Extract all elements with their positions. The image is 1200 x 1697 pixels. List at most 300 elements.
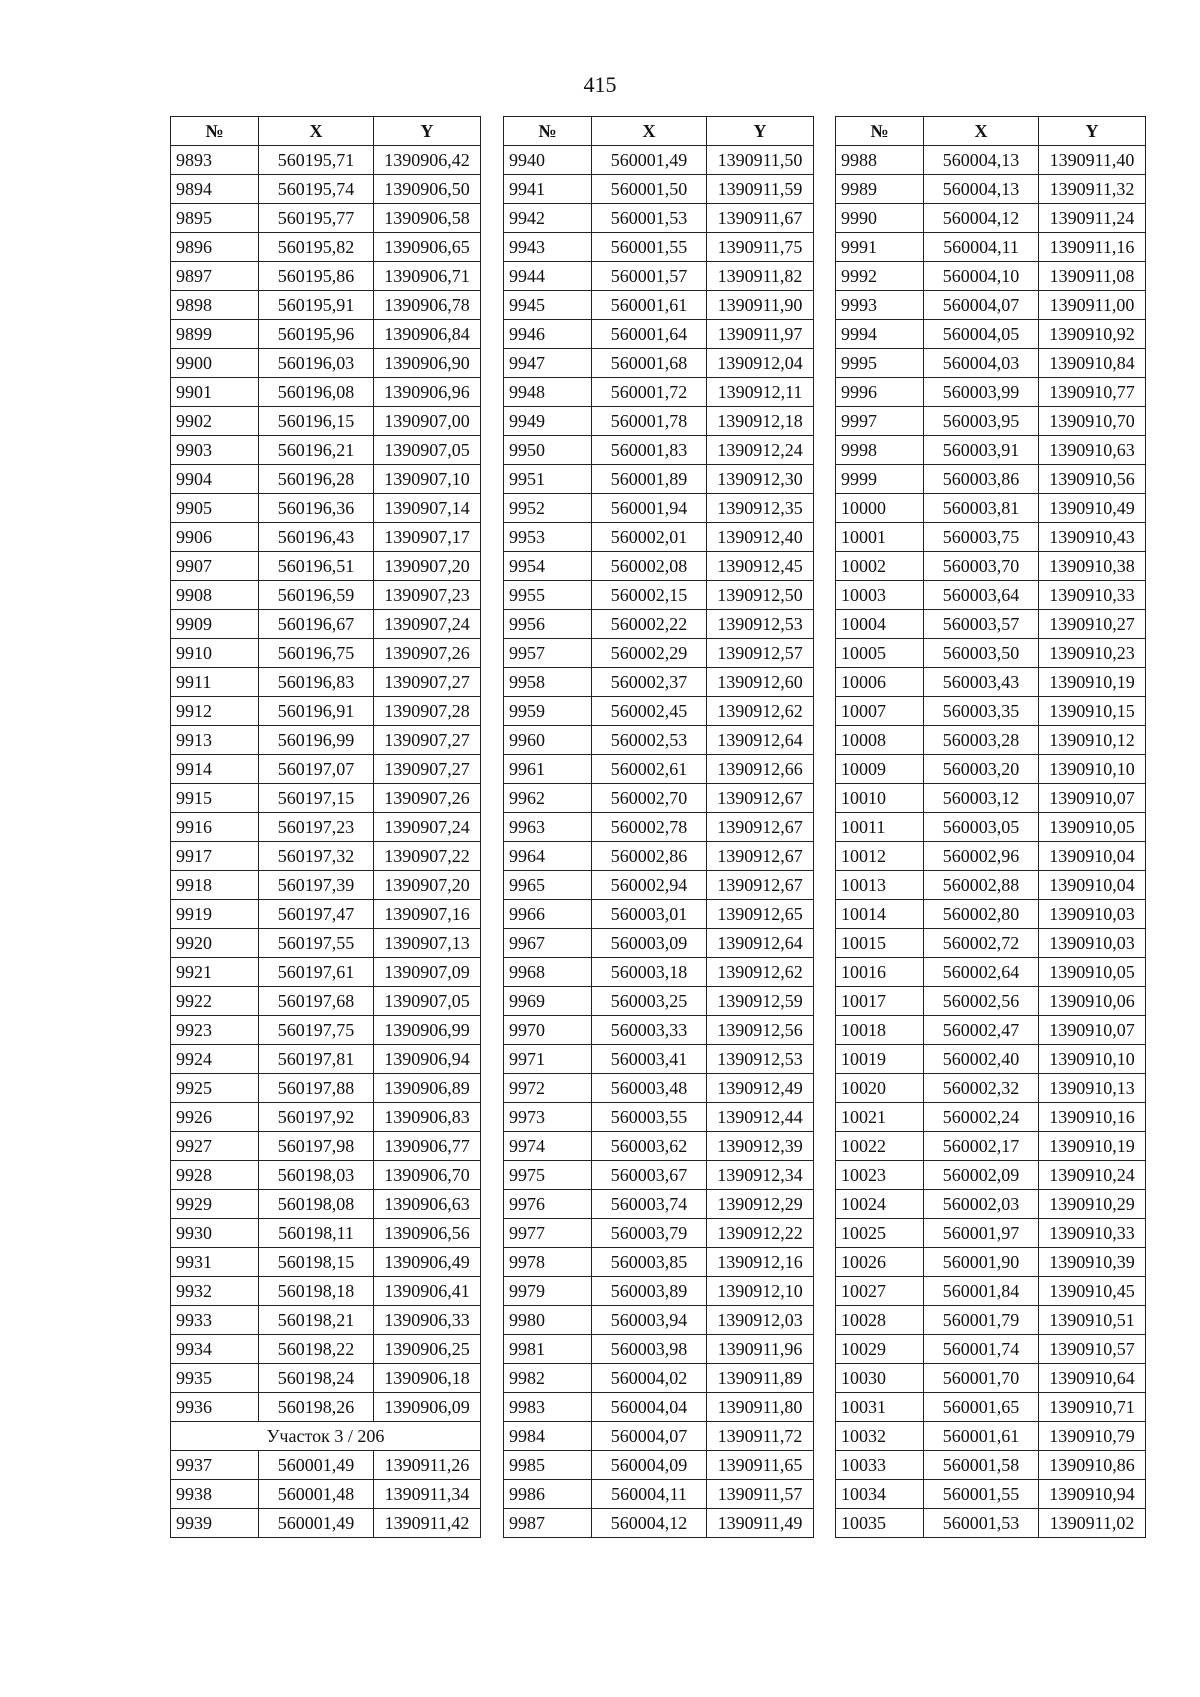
y-coordinate-cell: 1390910,84	[1039, 349, 1146, 378]
x-coordinate-cell: 560002,61	[592, 755, 707, 784]
table-row	[836, 1074, 1146, 1103]
point-number-cell: 9923	[171, 1016, 259, 1045]
point-number-cell: 9945	[504, 291, 592, 320]
y-coordinate-cell: 1390910,38	[1039, 552, 1146, 581]
y-coordinate-cell: 1390911,08	[1039, 262, 1146, 291]
x-coordinate-cell: 560195,82	[259, 233, 374, 262]
table-row	[836, 1248, 1146, 1277]
table-row	[171, 1451, 481, 1480]
y-coordinate-cell: 1390906,18	[374, 1364, 481, 1393]
coordinates-table-1	[170, 116, 481, 1538]
table-row	[504, 639, 814, 668]
point-number-cell: 10002	[836, 552, 924, 581]
y-coordinate-cell: 1390912,04	[707, 349, 814, 378]
y-coordinate-cell: 1390906,89	[374, 1074, 481, 1103]
y-coordinate-cell: 1390910,19	[1039, 1132, 1146, 1161]
point-number-cell: 9968	[504, 958, 592, 987]
x-coordinate-cell: 560001,61	[924, 1422, 1039, 1451]
point-number-cell: 9946	[504, 320, 592, 349]
table-row	[836, 233, 1146, 262]
x-coordinate-cell: 560001,53	[592, 204, 707, 233]
point-number-cell: 10026	[836, 1248, 924, 1277]
y-coordinate-cell: 1390912,49	[707, 1074, 814, 1103]
x-coordinate-cell: 560002,96	[924, 842, 1039, 871]
point-number-cell: 9954	[504, 552, 592, 581]
point-number-cell: 9960	[504, 726, 592, 755]
point-number-cell: 10017	[836, 987, 924, 1016]
y-coordinate-cell: 1390907,28	[374, 697, 481, 726]
table-row	[504, 407, 814, 436]
point-number-cell: 9998	[836, 436, 924, 465]
x-coordinate-cell: 560002,01	[592, 523, 707, 552]
table-row	[504, 1480, 814, 1509]
coordinates-table-2	[503, 116, 814, 1538]
point-number-cell: 10027	[836, 1277, 924, 1306]
point-number-cell: 9988	[836, 146, 924, 175]
table-row	[504, 1248, 814, 1277]
point-number-cell: 9904	[171, 465, 259, 494]
y-coordinate-cell: 1390912,62	[707, 958, 814, 987]
x-coordinate-cell: 560195,96	[259, 320, 374, 349]
y-coordinate-cell: 1390912,22	[707, 1219, 814, 1248]
table-row	[504, 523, 814, 552]
point-number-cell: 9900	[171, 349, 259, 378]
y-coordinate-cell: 1390912,59	[707, 987, 814, 1016]
point-number-cell: 9897	[171, 262, 259, 291]
y-coordinate-cell: 1390910,63	[1039, 436, 1146, 465]
x-coordinate-cell: 560195,86	[259, 262, 374, 291]
table-row	[504, 1306, 814, 1335]
point-number-cell: 9952	[504, 494, 592, 523]
y-coordinate-cell: 1390911,34	[374, 1480, 481, 1509]
y-coordinate-cell: 1390906,58	[374, 204, 481, 233]
point-number-cell: 9901	[171, 378, 259, 407]
y-coordinate-cell: 1390911,59	[707, 175, 814, 204]
x-coordinate-cell: 560002,56	[924, 987, 1039, 1016]
x-coordinate-cell: 560003,74	[592, 1190, 707, 1219]
point-number-cell: 10023	[836, 1161, 924, 1190]
y-coordinate-cell: 1390906,99	[374, 1016, 481, 1045]
table-row	[171, 320, 481, 349]
y-coordinate-cell: 1390910,43	[1039, 523, 1146, 552]
table-row	[836, 1306, 1146, 1335]
x-coordinate-cell: 560001,74	[924, 1335, 1039, 1364]
point-number-cell: 9997	[836, 407, 924, 436]
x-coordinate-cell: 560003,35	[924, 697, 1039, 726]
table-row	[171, 1045, 481, 1074]
point-number-cell: 9919	[171, 900, 259, 929]
table-row	[836, 204, 1146, 233]
x-coordinate-cell: 560003,12	[924, 784, 1039, 813]
y-coordinate-cell: 1390910,13	[1039, 1074, 1146, 1103]
y-coordinate-cell: 1390912,18	[707, 407, 814, 436]
table-row	[504, 1045, 814, 1074]
point-number-cell: 10022	[836, 1132, 924, 1161]
point-number-cell: 9994	[836, 320, 924, 349]
point-number-cell: 9949	[504, 407, 592, 436]
y-coordinate-cell: 1390910,07	[1039, 784, 1146, 813]
y-coordinate-cell: 1390906,56	[374, 1219, 481, 1248]
y-coordinate-cell: 1390912,53	[707, 610, 814, 639]
table-row	[504, 378, 814, 407]
table-row	[171, 523, 481, 552]
y-coordinate-cell: 1390911,00	[1039, 291, 1146, 320]
x-coordinate-cell: 560001,94	[592, 494, 707, 523]
point-number-cell: 9973	[504, 1103, 592, 1132]
y-coordinate-cell: 1390910,19	[1039, 668, 1146, 697]
x-coordinate-cell: 560196,67	[259, 610, 374, 639]
table-row	[504, 726, 814, 755]
table-row	[171, 262, 481, 291]
y-coordinate-cell: 1390907,26	[374, 784, 481, 813]
y-coordinate-cell: 1390910,07	[1039, 1016, 1146, 1045]
x-coordinate-cell: 560001,79	[924, 1306, 1039, 1335]
y-coordinate-cell: 1390910,94	[1039, 1480, 1146, 1509]
point-number-cell: 9942	[504, 204, 592, 233]
point-number-cell: 10019	[836, 1045, 924, 1074]
y-coordinate-cell: 1390912,66	[707, 755, 814, 784]
table-row	[171, 436, 481, 465]
table-row	[171, 1016, 481, 1045]
table-row	[504, 1132, 814, 1161]
y-coordinate-cell: 1390912,44	[707, 1103, 814, 1132]
x-coordinate-cell: 560001,65	[924, 1393, 1039, 1422]
x-coordinate-cell: 560004,03	[924, 349, 1039, 378]
point-number-cell: 9992	[836, 262, 924, 291]
table-row	[836, 465, 1146, 494]
table-row	[504, 291, 814, 320]
x-coordinate-cell: 560196,91	[259, 697, 374, 726]
y-coordinate-cell: 1390911,42	[374, 1509, 481, 1538]
table-row	[171, 697, 481, 726]
point-number-cell: 9990	[836, 204, 924, 233]
point-number-cell: 9938	[171, 1480, 259, 1509]
table-row	[836, 1277, 1146, 1306]
y-coordinate-cell: 1390910,77	[1039, 378, 1146, 407]
table-row	[504, 1277, 814, 1306]
point-number-cell: 9965	[504, 871, 592, 900]
x-coordinate-cell: 560196,36	[259, 494, 374, 523]
x-coordinate-cell: 560001,61	[592, 291, 707, 320]
point-number-cell: 9985	[504, 1451, 592, 1480]
table-row	[171, 581, 481, 610]
x-coordinate-cell: 560197,81	[259, 1045, 374, 1074]
x-coordinate-cell: 560196,59	[259, 581, 374, 610]
table-row	[836, 523, 1146, 552]
table-row	[836, 1393, 1146, 1422]
point-number-cell: 9929	[171, 1190, 259, 1219]
y-coordinate-cell: 1390907,20	[374, 552, 481, 581]
table-row	[504, 204, 814, 233]
x-coordinate-cell: 560196,28	[259, 465, 374, 494]
point-number-cell: 10001	[836, 523, 924, 552]
y-coordinate-cell: 1390911,72	[707, 1422, 814, 1451]
x-coordinate-cell: 560002,03	[924, 1190, 1039, 1219]
table-row	[171, 552, 481, 581]
point-number-cell: 10035	[836, 1509, 924, 1538]
x-coordinate-cell: 560198,26	[259, 1393, 374, 1422]
x-coordinate-cell: 560198,22	[259, 1335, 374, 1364]
y-coordinate-cell: 1390910,03	[1039, 900, 1146, 929]
x-coordinate-cell: 560198,18	[259, 1277, 374, 1306]
point-number-cell: 9977	[504, 1219, 592, 1248]
point-number-cell: 9898	[171, 291, 259, 320]
x-coordinate-cell: 560197,07	[259, 755, 374, 784]
table-header-row	[504, 117, 814, 146]
table-row	[836, 494, 1146, 523]
y-coordinate-cell: 1390907,05	[374, 987, 481, 1016]
x-coordinate-cell: 560197,23	[259, 813, 374, 842]
table-row	[504, 1422, 814, 1451]
table-row	[836, 929, 1146, 958]
y-coordinate-cell: 1390907,27	[374, 668, 481, 697]
y-coordinate-cell: 1390912,57	[707, 639, 814, 668]
table-row	[836, 175, 1146, 204]
x-coordinate-cell: 560003,94	[592, 1306, 707, 1335]
x-coordinate-cell: 560003,81	[924, 494, 1039, 523]
y-coordinate-cell: 1390912,29	[707, 1190, 814, 1219]
point-number-cell: 9939	[171, 1509, 259, 1538]
x-coordinate-cell: 560002,45	[592, 697, 707, 726]
table-row	[836, 900, 1146, 929]
y-coordinate-cell: 1390906,25	[374, 1335, 481, 1364]
table-row	[171, 378, 481, 407]
x-coordinate-cell: 560003,41	[592, 1045, 707, 1074]
x-coordinate-cell: 560198,21	[259, 1306, 374, 1335]
x-coordinate-cell: 560003,25	[592, 987, 707, 1016]
table-row	[836, 1016, 1146, 1045]
table-row	[171, 1335, 481, 1364]
table-row	[504, 813, 814, 842]
x-coordinate-cell: 560002,86	[592, 842, 707, 871]
y-coordinate-cell: 1390911,97	[707, 320, 814, 349]
x-coordinate-cell: 560002,80	[924, 900, 1039, 929]
x-coordinate-cell: 560001,72	[592, 378, 707, 407]
table-row	[171, 1190, 481, 1219]
y-coordinate-cell: 1390912,30	[707, 465, 814, 494]
point-number-cell: 10020	[836, 1074, 924, 1103]
y-coordinate-cell: 1390912,10	[707, 1277, 814, 1306]
y-coordinate-cell: 1390912,60	[707, 668, 814, 697]
table-row	[171, 494, 481, 523]
point-number-cell: 9903	[171, 436, 259, 465]
x-coordinate-cell: 560001,58	[924, 1451, 1039, 1480]
y-coordinate-cell: 1390912,67	[707, 842, 814, 871]
point-number-cell: 10015	[836, 929, 924, 958]
y-coordinate-cell: 1390912,67	[707, 813, 814, 842]
point-number-cell: 9979	[504, 1277, 592, 1306]
x-coordinate-cell: 560003,09	[592, 929, 707, 958]
point-number-cell: 10000	[836, 494, 924, 523]
x-coordinate-cell: 560002,88	[924, 871, 1039, 900]
point-number-cell: 9899	[171, 320, 259, 349]
x-coordinate-cell: 560196,99	[259, 726, 374, 755]
table-row	[171, 755, 481, 784]
point-number-cell: 9993	[836, 291, 924, 320]
x-coordinate-cell: 560004,11	[592, 1480, 707, 1509]
y-coordinate-cell: 1390906,90	[374, 349, 481, 378]
table-row	[504, 610, 814, 639]
table-row	[171, 1103, 481, 1132]
x-coordinate-cell: 560198,08	[259, 1190, 374, 1219]
point-number-cell: 10003	[836, 581, 924, 610]
table-row	[171, 204, 481, 233]
x-coordinate-cell: 560003,28	[924, 726, 1039, 755]
point-number-cell: 9915	[171, 784, 259, 813]
y-coordinate-cell: 1390911,40	[1039, 146, 1146, 175]
table-row	[504, 1074, 814, 1103]
point-number-cell: 10034	[836, 1480, 924, 1509]
x-coordinate-cell: 560001,49	[259, 1509, 374, 1538]
table-row	[171, 1393, 481, 1422]
table-row	[504, 146, 814, 175]
table-row	[836, 349, 1146, 378]
column-header-x: X	[592, 117, 707, 146]
y-coordinate-cell: 1390912,67	[707, 784, 814, 813]
x-coordinate-cell: 560002,70	[592, 784, 707, 813]
table-row	[504, 494, 814, 523]
point-number-cell: 9935	[171, 1364, 259, 1393]
x-coordinate-cell: 560004,10	[924, 262, 1039, 291]
point-number-cell: 9976	[504, 1190, 592, 1219]
point-number-cell: 9908	[171, 581, 259, 610]
y-coordinate-cell: 1390911,67	[707, 204, 814, 233]
point-number-cell: 9916	[171, 813, 259, 842]
point-number-cell: 9972	[504, 1074, 592, 1103]
table-row	[504, 1219, 814, 1248]
x-coordinate-cell: 560002,22	[592, 610, 707, 639]
point-number-cell: 10016	[836, 958, 924, 987]
x-coordinate-cell: 560001,83	[592, 436, 707, 465]
y-coordinate-cell: 1390910,56	[1039, 465, 1146, 494]
y-coordinate-cell: 1390911,65	[707, 1451, 814, 1480]
point-number-cell: 9917	[171, 842, 259, 871]
x-coordinate-cell: 560004,02	[592, 1364, 707, 1393]
point-number-cell: 9920	[171, 929, 259, 958]
point-number-cell: 9982	[504, 1364, 592, 1393]
table-row	[504, 900, 814, 929]
y-coordinate-cell: 1390912,11	[707, 378, 814, 407]
point-number-cell: 9956	[504, 610, 592, 639]
table-row	[171, 958, 481, 987]
x-coordinate-cell: 560002,53	[592, 726, 707, 755]
table-row	[171, 1364, 481, 1393]
y-coordinate-cell: 1390910,12	[1039, 726, 1146, 755]
x-coordinate-cell: 560197,47	[259, 900, 374, 929]
x-coordinate-cell: 560198,15	[259, 1248, 374, 1277]
point-number-cell: 9995	[836, 349, 924, 378]
y-coordinate-cell: 1390912,53	[707, 1045, 814, 1074]
x-coordinate-cell: 560196,03	[259, 349, 374, 378]
column-header-y: Y	[374, 117, 481, 146]
point-number-cell: 9914	[171, 755, 259, 784]
point-number-cell: 9943	[504, 233, 592, 262]
point-number-cell: 9922	[171, 987, 259, 1016]
y-coordinate-cell: 1390906,63	[374, 1190, 481, 1219]
point-number-cell: 9918	[171, 871, 259, 900]
y-coordinate-cell: 1390907,24	[374, 610, 481, 639]
x-coordinate-cell: 560003,89	[592, 1277, 707, 1306]
y-coordinate-cell: 1390912,67	[707, 871, 814, 900]
point-number-cell: 9963	[504, 813, 592, 842]
y-coordinate-cell: 1390910,45	[1039, 1277, 1146, 1306]
point-number-cell: 9913	[171, 726, 259, 755]
x-coordinate-cell: 560002,72	[924, 929, 1039, 958]
y-coordinate-cell: 1390912,65	[707, 900, 814, 929]
y-coordinate-cell: 1390910,04	[1039, 871, 1146, 900]
x-coordinate-cell: 560195,77	[259, 204, 374, 233]
x-coordinate-cell: 560003,67	[592, 1161, 707, 1190]
y-coordinate-cell: 1390911,26	[374, 1451, 481, 1480]
table-row	[836, 552, 1146, 581]
x-coordinate-cell: 560002,94	[592, 871, 707, 900]
x-coordinate-cell: 560004,12	[592, 1509, 707, 1538]
x-coordinate-cell: 560003,75	[924, 523, 1039, 552]
table-row	[836, 1480, 1146, 1509]
x-coordinate-cell: 560003,99	[924, 378, 1039, 407]
column-header-x: X	[259, 117, 374, 146]
x-coordinate-cell: 560001,50	[592, 175, 707, 204]
x-coordinate-cell: 560002,47	[924, 1016, 1039, 1045]
point-number-cell: 10004	[836, 610, 924, 639]
x-coordinate-cell: 560002,15	[592, 581, 707, 610]
x-coordinate-cell: 560196,15	[259, 407, 374, 436]
x-coordinate-cell: 560001,84	[924, 1277, 1039, 1306]
point-number-cell: 9996	[836, 378, 924, 407]
y-coordinate-cell: 1390910,70	[1039, 407, 1146, 436]
table-row	[836, 146, 1146, 175]
x-coordinate-cell: 560197,98	[259, 1132, 374, 1161]
y-coordinate-cell: 1390912,64	[707, 929, 814, 958]
table-row	[504, 1393, 814, 1422]
table-row	[836, 1451, 1146, 1480]
x-coordinate-cell: 560004,12	[924, 204, 1039, 233]
table-row	[836, 1219, 1146, 1248]
table-row	[836, 1132, 1146, 1161]
y-coordinate-cell: 1390907,22	[374, 842, 481, 871]
point-number-cell: 9927	[171, 1132, 259, 1161]
table-row	[504, 697, 814, 726]
table-row	[836, 639, 1146, 668]
x-coordinate-cell: 560003,43	[924, 668, 1039, 697]
table-row	[504, 668, 814, 697]
point-number-cell: 9987	[504, 1509, 592, 1538]
point-number-cell: 10030	[836, 1364, 924, 1393]
table-row	[171, 900, 481, 929]
y-coordinate-cell: 1390906,41	[374, 1277, 481, 1306]
table-row	[504, 552, 814, 581]
point-number-cell: 9895	[171, 204, 259, 233]
point-number-cell: 9958	[504, 668, 592, 697]
table-row	[171, 1074, 481, 1103]
y-coordinate-cell: 1390911,89	[707, 1364, 814, 1393]
point-number-cell: 10033	[836, 1451, 924, 1480]
point-number-cell: 9983	[504, 1393, 592, 1422]
point-number-cell: 10011	[836, 813, 924, 842]
x-coordinate-cell: 560004,04	[592, 1393, 707, 1422]
table-row	[504, 987, 814, 1016]
x-coordinate-cell: 560004,07	[924, 291, 1039, 320]
table-row	[836, 987, 1146, 1016]
point-number-cell: 9947	[504, 349, 592, 378]
point-number-cell: 10013	[836, 871, 924, 900]
point-number-cell: 9936	[171, 1393, 259, 1422]
x-coordinate-cell: 560197,68	[259, 987, 374, 1016]
table-row	[171, 1480, 481, 1509]
x-coordinate-cell: 560002,09	[924, 1161, 1039, 1190]
point-number-cell: 9986	[504, 1480, 592, 1509]
x-coordinate-cell: 560001,89	[592, 465, 707, 494]
